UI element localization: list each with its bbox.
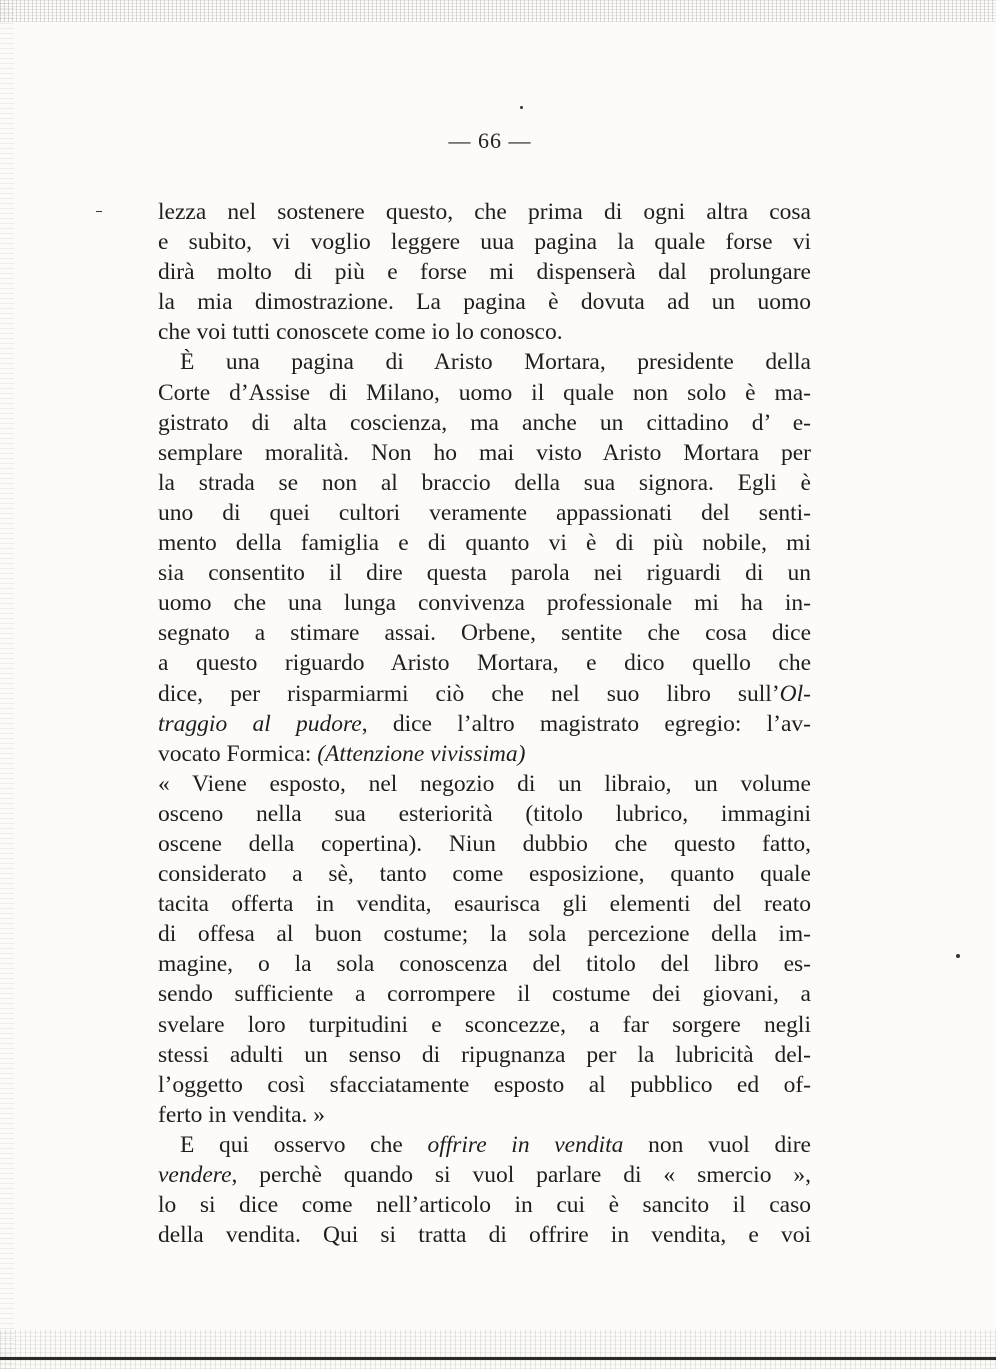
text-line: dice, per risparmiarmi ciò che nel suo libro sull’Ol- bbox=[158, 680, 811, 707]
text-line: di offesa al buon costume; la sola percezione della im- bbox=[158, 921, 811, 948]
text-line: l’oggetto così sfacciatamente esposto al pubblico ed of- bbox=[158, 1071, 811, 1098]
ink-speck bbox=[520, 106, 523, 109]
ink-speck bbox=[956, 954, 960, 958]
page-number: — 66 — bbox=[448, 128, 532, 153]
text-line: « Viene esposto, nel negozio di un libraio, un volume bbox=[158, 770, 811, 797]
text-line: ferto in vendita. » bbox=[158, 1101, 326, 1128]
text-line: dirà molto di più e forse mi dispenserà dal prolungare bbox=[158, 259, 811, 286]
scan-noise-top bbox=[0, 0, 996, 22]
text-line: considerato a sè, tanto come esposizione, quanto quale bbox=[158, 861, 811, 888]
text-line: vocato Formica: (Attenzione vivissima) bbox=[158, 740, 526, 767]
text-line: È una pagina di Aristo Mortara, presidente della bbox=[180, 349, 811, 376]
text-line: la mia dimostrazione. La pagina è dovuta ad un uomo bbox=[158, 289, 811, 316]
text-line: svelare loro turpitudini e sconcezze, a far sorgere negli bbox=[158, 1011, 811, 1038]
text-line: traggio al pudore, dice l’altro magistrato egregio: l’av- bbox=[158, 710, 812, 737]
text-line: della vendita. Qui si tratta di offrire in vendita, e voi bbox=[158, 1222, 811, 1249]
text-line: a questo riguardo Aristo Mortara, e dico quello che bbox=[158, 650, 811, 677]
text-line: lezza nel sostenere questo, che prima di ogni altra cosa bbox=[158, 199, 811, 225]
text-line: osceno nella sua esteriorità (titolo lubrico, immagini bbox=[158, 800, 811, 827]
text-line: magine, o la sola conoscenza del titolo del libro es- bbox=[158, 951, 811, 978]
scan-noise-left bbox=[0, 0, 14, 1369]
text-line: segnato a stimare assai. Orbene, sentite che cosa dice bbox=[158, 620, 811, 647]
scan-noise-bottom bbox=[0, 1330, 996, 1369]
text-line: uno di quei cultori veramente appassionati del senti- bbox=[158, 499, 811, 526]
text-line: E qui osservo che offrire in vendita non vuol dire bbox=[180, 1131, 811, 1158]
text-line: la strada se non al braccio della sua signora. Egli è bbox=[158, 469, 811, 496]
text-line: tacita offerta in vendita, esaurisca gli elementi del reato bbox=[158, 891, 811, 918]
text-line: Corte d’Assise di Milano, uomo il quale non solo è ma- bbox=[158, 379, 811, 406]
text-line: stessi adulti un senso di ripugnanza per la lubricità del- bbox=[158, 1041, 811, 1068]
text-line: oscene della copertina). Niun dubbio che questo fatto, bbox=[158, 830, 811, 857]
text-line: semplare moralità. Non ho mai visto Aristo Mortara per bbox=[158, 439, 811, 466]
text-line: sia consentito il dire questa parola nei riguardi di un bbox=[158, 560, 811, 587]
text-line: uomo che una lunga convivenza professionale mi ha in- bbox=[158, 590, 811, 617]
ink-speck bbox=[96, 211, 102, 212]
text-line: che voi tutti conoscete come io lo conosco. bbox=[158, 319, 563, 346]
text-line: e subito, vi voglio leggere uua pagina la quale forse vi bbox=[158, 229, 811, 256]
bottom-edge-rule bbox=[0, 1357, 996, 1360]
text-line: mento della famiglia e di quanto vi è di più nobile, mi bbox=[158, 530, 811, 557]
text-line: lo si dice come nell’articolo in cui è sancito il caso bbox=[158, 1192, 811, 1219]
text-line: gistrato di alta coscienza, ma anche un cittadino d’ e- bbox=[158, 409, 811, 436]
text-line: sendo sufficiente a corrompere il costume dei giovani, a bbox=[158, 981, 811, 1008]
body-text bbox=[158, 197, 811, 1250]
text-line: vendere, perchè quando si vuol parlare di « smercio », bbox=[158, 1162, 811, 1188]
